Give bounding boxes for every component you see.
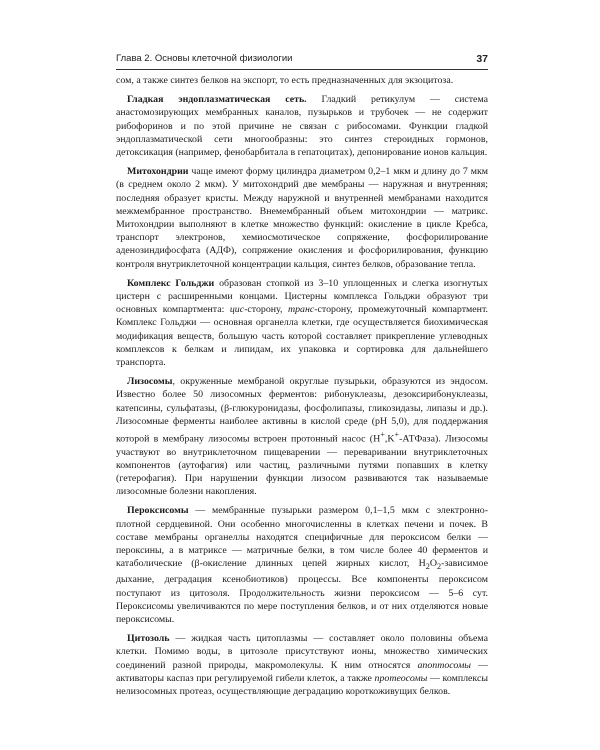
- superscript: +: [380, 430, 385, 440]
- paragraph-text: — мембранные пузырьки размером 0,1–1,5 мкм с электронно-плотной сердцевиной. Они особенно многочисленны в клетках печени и почек. В составе мембраны органеллы находятся специфичные для пероксисом белки — пероксины, а в матриксе — матричные белки, в том числе более 40 ферментов и катаболические (β-окисление длинных цепей жирных кислот, H: [116, 505, 488, 570]
- paragraph-text: -сторону,: [244, 304, 288, 316]
- term-heading: Пероксисомы: [127, 505, 189, 517]
- paragraph-lysosomes: [116, 375, 488, 498]
- paragraph-text: -зависимое дыхание, деградация ксенобиотиков) процессы. Все компоненты пероксисом поступают из цитозоля. Продолжительность жизни пероксисом — 5–6 сут. Пероксисомы увеличиваются по мере поступления белков, и от них отделяются новые пероксисомы.: [116, 558, 488, 625]
- paragraph-text: ,K: [384, 433, 395, 445]
- paragraph-text: , окруженные мембраной округлые пузырьки, образуются из эндосом. Известно более 50 лизосомных ферментов: рибонуклеазы, дезоксирибонуклеазы, катепсины, сульфатазы, (β-глюкуронидазы, фосфолипазы, гликозидазы, липазы и др.). Лизосомные ферменты наиболее активны в кислой среде (pH 5,0), для поддержания которой в мембрану лизосомы встроен протонный насос (H: [116, 376, 488, 445]
- italic-term: протеосомы: [374, 672, 428, 684]
- body-text: [116, 74, 488, 698]
- paragraph-peroxisomes: [116, 504, 488, 626]
- chapter-title: Глава 2. Основы клеточной физиологии: [116, 53, 293, 64]
- running-header: [116, 52, 488, 66]
- paragraph-mitochondria: [116, 165, 488, 271]
- term-heading: Митохондрии: [127, 166, 189, 178]
- paragraph-golgi: [116, 277, 488, 369]
- paragraph-text: образован стопкой из 3–10 уплощенных и слегка изогнутых цистерн с расширенными концами. Цистерны комплекса Гольджи образуют три основных компартмента:: [116, 277, 488, 316]
- paragraph-text: O: [429, 558, 437, 570]
- paragraph-text: сом, а также синтез белков на экспорт, то есть предназначенных для экзоцитоза.: [116, 75, 454, 86]
- paragraph-smooth-er: [116, 93, 488, 159]
- superscript: +: [394, 430, 400, 440]
- term-heading: Комплекс Гольджи: [127, 277, 215, 289]
- term-heading: Цитозоль: [127, 633, 170, 645]
- term-heading: Гладкая эндоплазматическая сеть.: [127, 94, 307, 106]
- paragraph-text: чаще имеют форму цилиндра диаметром 0,2–1 мкм и длину до 7 мкм (в среднем около 2 мкм). У митохондрий две мембраны — наружная и внутренняя; последняя образует кристы. Между наружной и внутренней мембранами находится межмембранное пространство. Внемембранный объем митохондрии — матрикс. Митохондрии выполняют в клетке множество функций: окисление в цикле Кребса, транспорт электронов, хемиосмотическое сопряжение, фосфорилирование аденозиндифосфата (АДФ), сопряжение окисления и фосфорилирования, функцию контроля внутриклеточной концентрации кальция, синтез белков, образование тепла.: [116, 166, 488, 270]
- subscript: 2: [425, 562, 430, 572]
- paragraph-cytosol: [116, 632, 488, 698]
- paragraph-continuation: [116, 74, 488, 87]
- paragraph-text: -сторону, промежуточный компартмент. Комплекс Гольджи — основная органелла клетки, где осуществляется биохимическая модификация веществ, большую часть которой составляет прикрепление углеводных комплексов к белкам и липидам, их упаковка и сортировка для дальнейшего транспорта.: [116, 304, 489, 369]
- paragraph-text: — активаторы каспаз при регулируемой гибели клеток, а также: [116, 659, 488, 684]
- paragraph-text: Гладкий ретикулум — система анастомозирующих мембранных каналов, пузырьков и трубочек — не содержит рибофоринов и по этой причине не связан с рибосомами. Функции гладкой эндоплазматической сети многообразны: это синтез стероидных гормонов, детоксикация (например, фенобарбитала в гепатоцитах), депонирование ионов кальция.: [116, 94, 489, 159]
- header-rule: [116, 69, 488, 70]
- subscript: 2: [436, 562, 442, 572]
- italic-term: транс: [287, 304, 315, 316]
- italic-term: апоптосомы: [417, 659, 471, 671]
- paragraph-text: — комплексы нелизосомных протеаз, осуществляющие деградацию короткоживущих белков.: [116, 672, 488, 697]
- italic-term: цис: [229, 304, 245, 316]
- paragraph-text: -АТФаза). Лизосомы участвуют во внутриклеточном пищеварении — переваривании внутриклеточных компонентов (аутофагия) или частиц, различными путями попавших в клетку (гетерофагия). При нарушении функции лизосом развиваются так называемые лизосомные болезни накопления.: [116, 433, 488, 498]
- page-number: 37: [476, 53, 488, 65]
- term-heading: Лизосомы: [127, 376, 173, 388]
- paragraph-text: — жидкая часть цитоплазмы — составляет около половины объема клетки. Помимо воды, в цитозоле присутствуют ионы, множество химических соединений разной природы, макромолекулы. К ним относятся: [116, 633, 488, 671]
